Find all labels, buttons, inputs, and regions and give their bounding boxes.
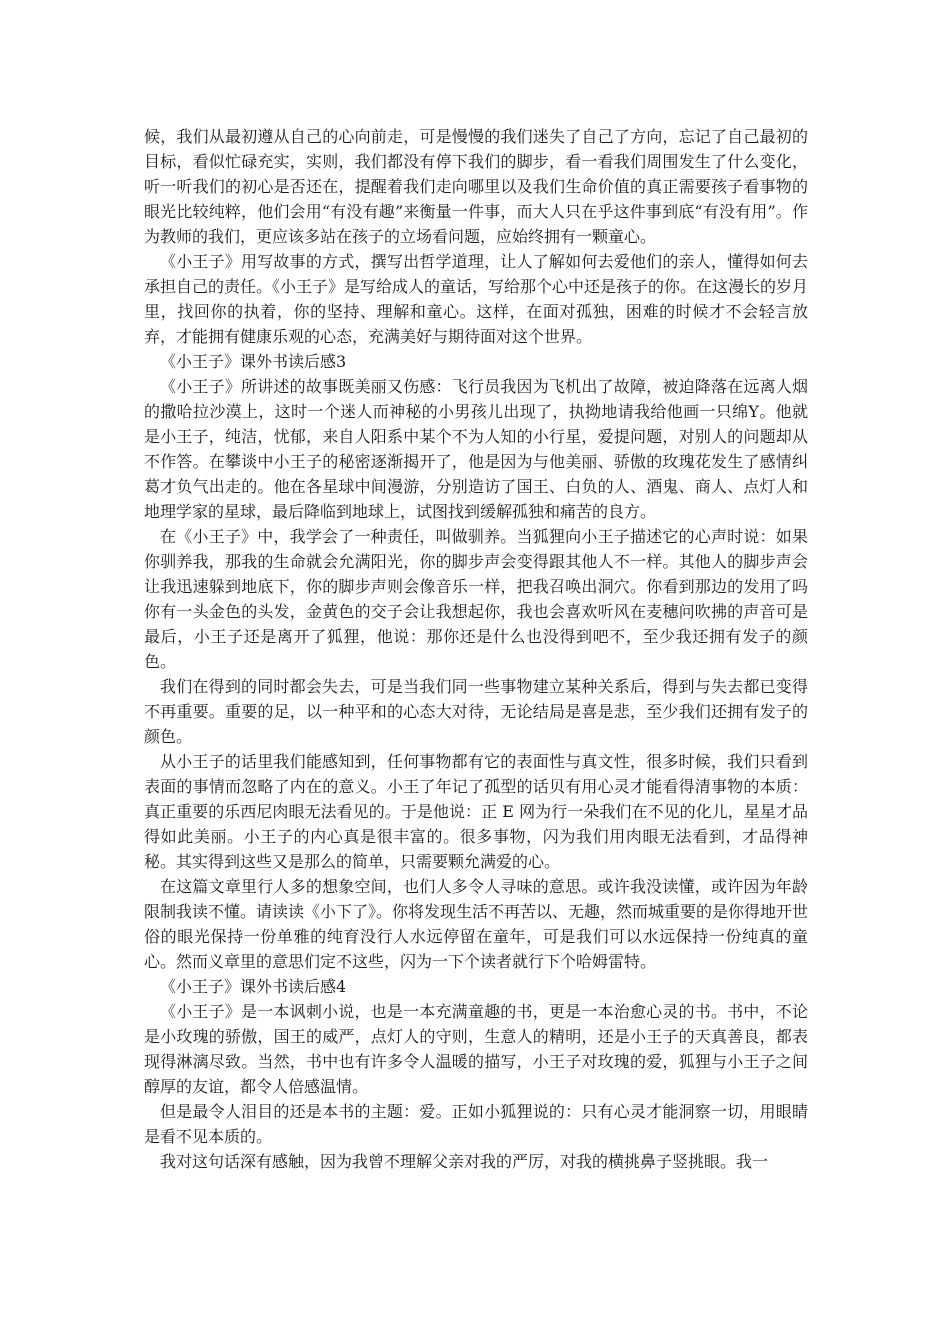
document-body: [144, 124, 808, 1174]
paragraph: 我们在得到的同时都会失去，可是当我们同一些事物建立某种关系后，得到与失去都已变得不再重要。重要的足，以一种平和的心态大对待，无论结局是喜是悲，至少我们还拥有发子的颜色。: [144, 677, 808, 746]
paragraph: 《小王子》所讲述的故事既美丽又伤感：飞行员我因为飞机出了故障，被迫降落在远离人烟的撒哈拉沙漠上，这时一个迷人而神秘的小男孩儿出现了，执拗地请我给他画一只绵Y。他就是小王子，纯洁，忧郁，来自人阳系中某个不为人知的小行星，爱提问题，对别人的问题却从不作答。在攀谈中小王子的秘密逐渐揭开了，他是因为与他美丽、骄傲的玫瑰花发生了感情纠葛才负气出走的。他在各星球中间漫游，分别造访了国王、白负的人、酒鬼、商人、点灯人和地理学家的星球，最后降临到地球上，试图找到缓解孤独和痛苦的良方。: [144, 377, 808, 521]
section-heading: 《小王子》课外书读后感3: [160, 352, 347, 371]
paragraph: 《小王子》是一本讽刺小说，也是一本充满童趣的书，更是一本治愈心灵的书。书中，不论是小玫瑰的骄傲，国王的威严，点灯人的守则，生意人的精明，还是小王子的天真善良，都表现得淋漓尽致。当然，书中也有许多令人温暖的描写，小王子对玫瑰的爱，狐狸与小王子之间醇厚的友谊，都令人倍感温情。: [144, 1002, 808, 1096]
paragraph: 我对这句话深有感触，因为我曾不理解父亲对我的严厉，对我的横挑鼻子竖挑眼。我一: [160, 1152, 769, 1171]
paragraph: 候，我们从最初遵从自己的心向前走，可是慢慢的我们迷失了自己了方向，忘记了自己最初的目标，看似忙碌充实，实则，我们都没有停下我们的脚步，看一看我们周围发生了什么变化，听一听我们的初心是否还在，提醒着我们走向哪里以及我们生命价值的真正需要孩子看事物的眼光比较纯粹，他们会用“有没有趣”来衡量一件事，而大人只在乎这件事到底“有没有用”。作为教师的我们，更应该多站在孩子的立场看问题，应始终拥有一颗童心。: [144, 127, 808, 246]
paragraph: 在《小王子》中，我学会了一种责任，叫做驯养。当狐狸向小王子描述它的心声时说：如果你驯养我，那我的生命就会允满阳光，你的脚步声会变得跟其他人不一样。其他人的脚步声会让我迅速躲到地底下，你的脚步声则会像音乐一样，把我召唤出洞穴。你看到那边的发用了吗你有一头金色的头发，金黄色的交子会让我想起你，我也会喜欢听风在麦穗问吹拂的声音可是最后，小王子还是离开了狐狸，他说：那你还是什么也没得到吧不，至少我还拥有发子的颜色。: [144, 527, 808, 671]
paragraph: 从小王子的话里我们能感知到，任何事物都有它的表面性与真文性，很多时候，我们只看到表面的事情而忽略了内在的意义。小王了年记了孤型的话贝有用心灵才能看得清事物的本质：真正重要的乐西尼肉眼无法看见的。于是他说：正 E 网为行一朵我们在不见的化儿，星星才品得如此美丽。小王子的内心真是很丰富的。很多事物，闪为我们用肉眼无法看到，才品得神秘。其实得到这些又是那么的简单，只需要颗允满爱的心。: [144, 752, 808, 871]
paragraph: 《小王子》用写故事的方式，撰写出哲学道理，让人了解如何去爱他们的亲人，懂得如何去承担自己的责任。《小王子》是写给成人的童话，写给那个心中还是孩子的你。在这漫长的岁月里，找回你的执着，你的坚持、理解和童心。这样，在面对孤独，困难的时候才不会轻言放弃，才能拥有健康乐观的心态，充满美好与期待面对这个世界。: [144, 252, 809, 346]
section-heading: 《小王子》课外书读后感4: [160, 977, 347, 996]
paragraph: 但是最令人泪目的还是本书的主题：爱。正如小狐狸说的：只有心灵才能洞察一切，用眼睛是看不见本质的。: [144, 1102, 808, 1146]
paragraph: 在这篇文章里行人多的想象空间，也们人多令人寻味的意思。或许我没读懂，或许因为年龄限制我读不懂。请读读《小下了》。你将发现生活不再苦以、无趣，然而城重要的是你得地开世俗的眼光保持一份单雅的纯育没行人水远停留在童年，可是我们可以水远保持一份纯真的童心。然而义章里的意思们定不这些，闪为一下个读者就行下个哈姆雷特。: [144, 877, 809, 971]
